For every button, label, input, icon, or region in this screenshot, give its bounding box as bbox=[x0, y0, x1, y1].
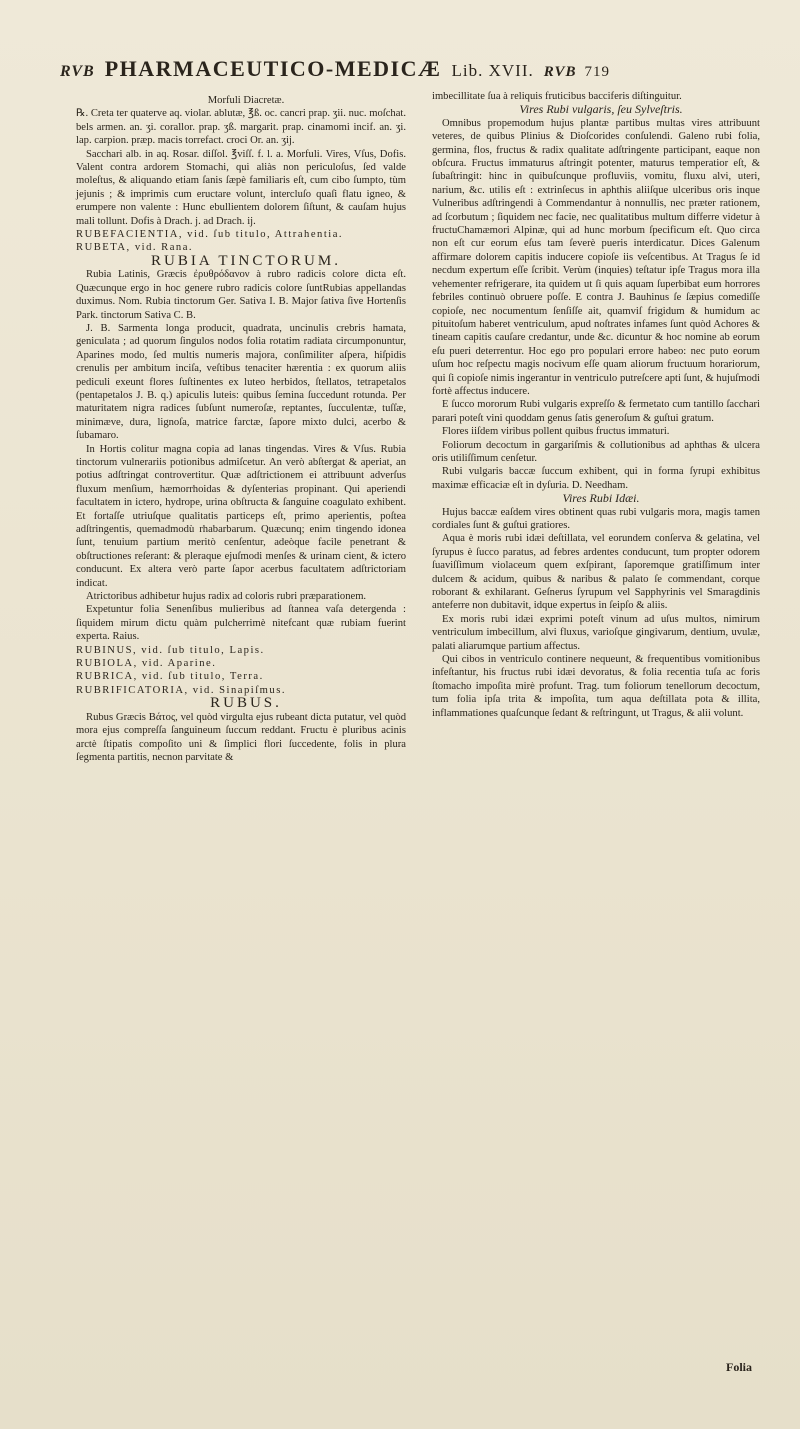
running-head-title: PHARMACEUTICO-MEDICÆ bbox=[104, 56, 442, 81]
paragraph: RUBETA, vid. Rana. bbox=[76, 242, 194, 254]
paragraph: Rubus Græcis Βάτος, vel quòd virgulta ejus rubeant dicta putatur, vel quòd mora ejus compreſſa ſanguineum ſuccum reddant. Fructu è pluribus acinis arctè ſtipatis compoſito uni & ſimplici flori ſuccedente, folis in plura ſegmenta partitis, necnon parvitate & bbox=[76, 711, 406, 763]
paragraph: J. B. Sarmenta longa producit, quadrata, uncinulis crebris hamata, geniculata ; ad quorum ſingulos nodos folia rotatim radiata circumponuntur, Aparines modo, ſed multis numeris majora, conſimiliter aſpera, hiſpidis crenulis per ambitum inciſa, veſtibus tenaciter hærentia : ex quorum aliis pediculi exeunt flores ſuſtinentes ex luteo herbidos, ſtellatos, tetrapetalos (pentapetalos J. B. q.) apiculis luteis: quibus ſemina ſuccedunt rotunda. Per maturitatem nigra radices ſubſunt numeroſæ, reptantes, ſucculentæ, tuſſæ, minimæve, dura, lignoſa, matrice farctæ, ſapore mixto dulci, acerbo & ſubamaro. bbox=[76, 322, 406, 442]
paragraph: Atrictoribus adhibetur hujus radix ad coloris rubri præparationem. bbox=[86, 591, 367, 603]
paragraph: Foliorum decoctum in gargariſmis & collutionibus ad aphthas & ulcera oris utiliſſimum cenſetur. bbox=[432, 439, 760, 464]
section-heading: Vires Rubi Idæi. bbox=[562, 491, 640, 506]
paragraph: Sacchari alb. in aq. Rosar. diſſol. ℥viſſ. f. l. a. Morfuli. Vires, Vſus, Dofis. Valent contra ardorem Stomachi, qui aliàs non periculoſus, ſed valde moleſtus, & aliquando etiam ſanis ſæpè familiaris eſt, cum cibo ſumpto, tùm jejunis ; & imprimis cum eructare volunt, intercluſo quaſi flatu igneo, & erumpere non valente : Hunc ebullientem dolorem ſiſtunt, & cauſam hujus mali tollunt. Dofis à Drach. j. ad Drach. ij. bbox=[76, 148, 406, 227]
running-head-left: RVB bbox=[60, 63, 95, 80]
paragraph: ℞. Creta ter quaterve aq. violar. ablutæ, ℥ß. oc. cancri prap. ʒii. nuc. moſchat. bels armen. an. ʒi. corallor. prap. ʒß. margarit. prap. cinamomi incif. an. ʒi. lap. carpion. præp. macis torrefact. croci Or. an. ʒij. bbox=[76, 108, 406, 147]
paragraph: Hujus baccæ eaſdem vires obtinent quas rubi vulgaris mora, magis tamen cordiales ſunt & guſtui gratiores. bbox=[432, 506, 760, 531]
section-heading: Vires Rubi vulgaris, ſeu Sylveſtris. bbox=[519, 102, 683, 117]
paragraph: RUBRIFICATORIA, vid. Sinapiſmus. bbox=[76, 684, 286, 696]
paragraph: Qui cibos in ventriculo continere nequeunt, & frequentibus vomitionibus infeſtantur, his fructus rubi idæi devoratus, & folia recentia tuſa ac foris ſtomacho impoſita mirè profunt. Trag. tum foliorum tenellorum decoctum, tum folia ipſa trita & impoſita, tum aqua deſtillata pota & illita, inflammationes quaſcunque ſedant & reſtringunt, ut Tragus, & alii volunt. bbox=[432, 654, 760, 719]
paragraph: RUBINUS, vid. ſub titulo, Lapis. bbox=[76, 644, 265, 656]
page-number: 719 bbox=[584, 64, 610, 80]
paragraph: Aqua è moris rubi idæi deſtillata, vel eorundem conſerva & gelatina, vel ſyrupus è ſucco paratus, ad febres ardentes conducunt, tum propter odorem ſuaviſſimum violaceum quem exſpirant, ſaporemque gratiſſimum inter dulcem & acidum, quibus & naribus & palato ſe commendant, corque roborant & exhilarant. Geſnerus ſyrupum vel Sapphyrinis vel Smaragdinis anteferre non dubitavit, idque expertus in ſeipſo & aliis. bbox=[432, 533, 760, 612]
right-column bbox=[432, 90, 760, 720]
paragraph: Omnibus propemodum hujus plantæ partibus multas vires attribuunt veteres, de quibus Plinius & Dioſcorides conſulendi. Galeno rubi folia, germina, flos, fructus & radix qualitate adſtringente participant, eaque non obſcura. Fructus immaturus aſtringit potenter, maturus temperatior eſt, & ſubaſtringit: hinc in quibuſcunque profluviis, vomitu, fluxu alvi, uteri, narium, &c. utilis eſt : extrinſecus in aphthis aliiſque ulceribus oris inque Vulneribus adſtringendi à Commendantur à nonnullis, nec præter rationem, ad ſcorbutum ; ſiquidem nec facie, nec qualitatibus multum differre videtur à fructuChamæmori Alpinæ, qui ad hunc morbum ſpecificum eſt. Quo circa non eſt cur eorum eſus tam ſeverè pueris interdicatur. Dices Galenum affirmare dolorem capitis inducere copioſe iis veſcentibus. At Tragus ſe id necdum expertum eſſe ſcribit. Verùm (inquies) teſtatur ipſe Tragus mora illa vehementer refrigerare, ita quidem ut ſi quis aquam ſuperbibat eum horrores febriles continuò obruere poſſe. E contra J. Bauhinus ſe ſæpius comediſſe copioſe, nec nocumentum ſenſiſſe ait, quamviſ frigidum & humidum ac pituitoſum haberet ventriculum, apud noſtrates infames ſunt quòd Achores & tineam capitis cauſare credantur, unde &c. dicuntur & hoc nomine ab eorum eſu pueri deterrentur. Hoc ego pro populari errore habeo: nec puto eorum uſum hoc reſpectu magis nocivum eſſe quam aliorum fructuum horariorum, qui ſi copioſe nimis ingerantur in ventriculo putreſcere apti ſunt, & hujuſmodi fortè affectus inducere. bbox=[432, 117, 760, 397]
paragraph: In Hortis colitur magna copia ad lanas tingendas. Vires & Vſus. Rubia tinctorum vulnerariis potionibus admiſcetur. An verò abſtergat & aperiat, an potius adſtringat controvertitur. Quæ adſtrictionem ei attribuunt adverſus fluxum menſium, hæmorrhoidas & dyſenterias propinant. Qui aperiendi facultatem in ictero, hydrope, urina obſtructa & ſanguine coagulato exhibent. Et fortaſſe utriuſque qualitatis particeps eſt, primo aperientis, poſtea adſtringentis, quemadmodù rhabarbarum. Quæcunq; enim tingendo idonea ſunt, tenuium partium meritò cenſentur, adeòque facile penetrant & obſtructiones reſerant: & pleraque ejuſmodi menſes & urinam cient, & ictero conducunt. Ex altera verò parte ſapor acerbus facultatem adſtrictoriam indicat. bbox=[76, 443, 406, 589]
paragraph: RUBRICA, vid. ſub titulo, Terra. bbox=[76, 671, 264, 683]
catchword: Folia bbox=[726, 1360, 752, 1374]
paragraph: Ex moris rubi idæi exprimi poteſt vinum ad uſus multos, nimirum ventriculum imbecillum, alvi fluxus, varioſque gingivarum, dentium, uvulæ, palati aliarumque partium affectus. bbox=[432, 613, 760, 652]
paragraph: Flores iiſdem viribus pollent quibus fructus immaturi. bbox=[442, 426, 670, 438]
paragraph: E ſucco mororum Rubi vulgaris expreſſo & fermetato cum tantillo ſacchari parari poteſt vini quoddam genus ſatis generoſum & guſtui gratum. bbox=[432, 399, 760, 424]
running-head-right: RVB bbox=[543, 64, 577, 80]
paragraph: imbecillitate ſua à reliquis fruticibus bacciferis diſtinguitur. bbox=[432, 91, 682, 102]
paragraph: Rubia Latinis, Græcis ἐρυθρόδανον à rubro radicis colore dicta eſt. Quæcunque ergo in hoc genere rubro radicis colore ſuntRubias appellandas duximus. Nom. Rubia tinctorum Ger. Sativa I. B. Major ſativa ſive Hortenſis Park. tinctorum Sativa C. B. bbox=[76, 269, 406, 321]
paragraph: Rubi vulgaris baccæ ſuccum exhibent, qui in forma ſyrupi exhibitus maximæ efficaciæ eſt in dyſuria. D. Needham. bbox=[432, 466, 760, 491]
paragraph: RUBIOLA, vid. Aparine. bbox=[76, 658, 217, 670]
running-head-book: Lib. XVII. bbox=[451, 61, 534, 80]
section-heading: RUBIA TINCTORUM. bbox=[151, 252, 341, 269]
paragraph: Expetuntur folia Senenſibus mulieribus ad ſtannea vaſa detergenda : ſiquidem mirum dictu quàm pulcherrimè nitefcant quæ rubiam fuerint experta. Raius. bbox=[76, 604, 406, 643]
left-column bbox=[76, 94, 406, 764]
paragraph: RUBEFACIENTIA, vid. ſub titulo, Attrahentia. bbox=[76, 229, 344, 241]
section-heading: RUBUS. bbox=[210, 695, 282, 712]
paragraph: Morfuli Diacretæ. bbox=[207, 95, 285, 106]
running-head bbox=[60, 56, 760, 88]
